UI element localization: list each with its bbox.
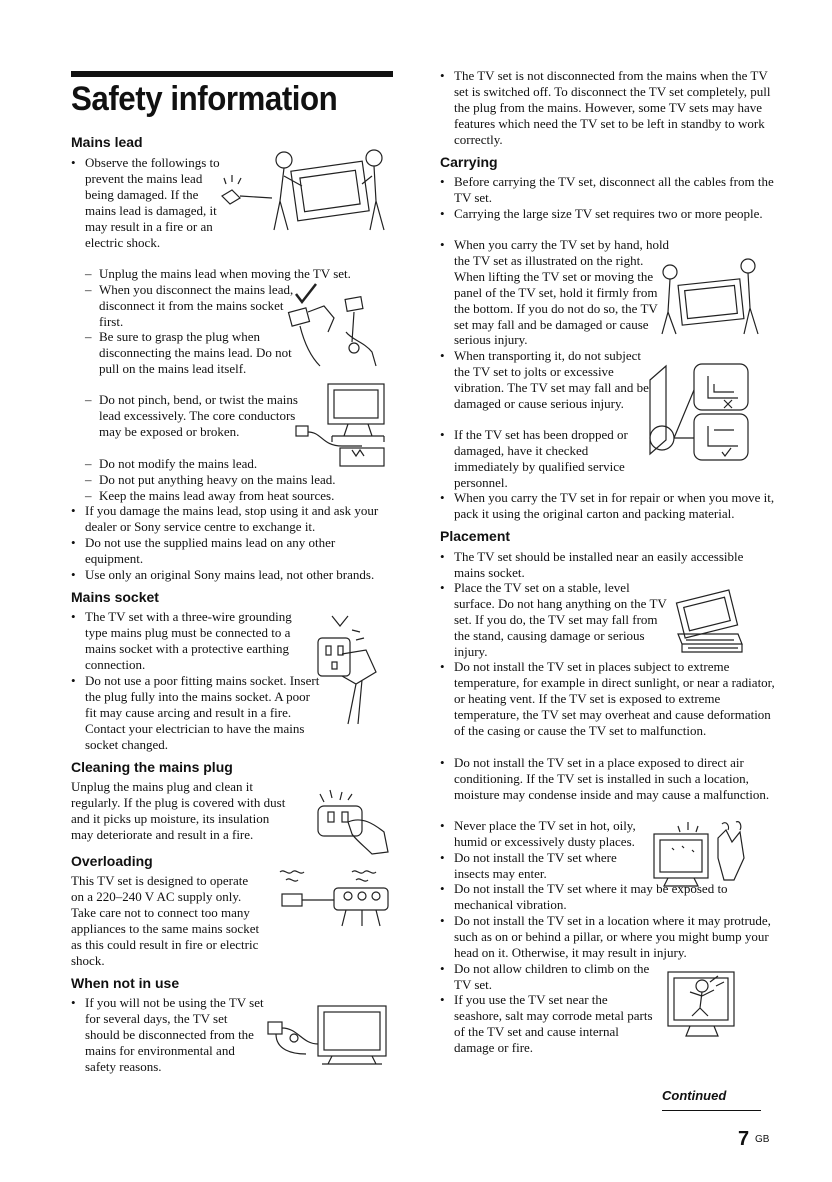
mains-lead-bullet-3: • Do not use the supplied mains lead on any other equipment. bbox=[71, 535, 365, 567]
title-rule bbox=[71, 71, 393, 77]
tv-on-stable-stand-illustration bbox=[668, 584, 748, 660]
placement-bullet-7: • Do not install the TV set where it may be exposed to mechanical vibration. bbox=[440, 881, 776, 913]
placement-bullet-6: • Do not install the TV set where insects may enter. bbox=[440, 850, 654, 882]
when-not-in-use-heading: When not in use bbox=[71, 975, 180, 991]
carrying-bullet-2: • Carrying the large size TV set requires two or more people. bbox=[440, 206, 764, 222]
overloading-text: This TV set is designed to operate on a 220–240 V AC supply only. Take care not to connect too many appliances to the same mains socket as this could result in fire or electric shock. bbox=[71, 873, 260, 968]
mains-lead-dash-4: – Do not pinch, bend, or twist the mains lead excessively. The core conductors may be exposed or broken. bbox=[71, 392, 305, 440]
standby-bullet: • The TV set is not disconnected from the mains when the TV set is switched off. To disconnect the TV set completely, pull the plug from the mains. However, some TV sets may have features which need the TV set to be left in standby to work correctly. bbox=[440, 68, 776, 148]
page-title: Safety information bbox=[71, 80, 338, 118]
carrying-bullet-1: • Before carrying the TV set, disconnect all the cables from the TV set. bbox=[440, 174, 776, 206]
continued-rule bbox=[662, 1110, 761, 1111]
transport-tv-correct-incorrect-illustration bbox=[642, 360, 752, 464]
cleaning-text: Unplug the mains plug and clean it regularly. If the plug is covered with dust and it picks up moisture, its insulation may deteriorate and result in a fire. bbox=[71, 779, 286, 842]
page-number-suffix: GB bbox=[755, 1134, 770, 1145]
tv-with-pinched-cord-illustration bbox=[292, 380, 392, 470]
tv-unplugged-illustration bbox=[262, 1000, 392, 1070]
page-number: 7 bbox=[738, 1128, 750, 1150]
child-climbing-tv-illustration bbox=[662, 968, 742, 1042]
placement-bullet-1: • The TV set should be installed near an easily accessible mains socket. bbox=[440, 549, 776, 581]
two-people-carrying-tv-illustration bbox=[212, 146, 392, 232]
placement-bullet-8: • Do not install the TV set in a location where it may protrude, such as on or behind a pillar, or where you might bump your head on it. Otherwise, it may result in injury. bbox=[440, 913, 776, 961]
mains-lead-dash-7: – Keep the mains lead away from heat sources. bbox=[71, 488, 421, 504]
mains-socket-heading: Mains socket bbox=[71, 589, 159, 605]
mains-lead-dash-5: – Do not modify the mains lead. bbox=[71, 456, 329, 472]
mains-socket-bullet-2: • Do not use a poor fitting mains socket. Insert the plug fully into the mains socket. A poor fit may cause arcing and result in a fire. Contact your electrician to have the mains socket changed. bbox=[71, 673, 321, 753]
continued-label: Continued bbox=[662, 1088, 727, 1103]
mains-lead-dash-2: – When you disconnect the mains lead, disconnect it from the mains socket first. bbox=[71, 282, 303, 330]
cleaning-heading: Cleaning the mains plug bbox=[71, 759, 233, 775]
mains-lead-bullet-2: • If you damage the mains lead, stop using it and ask your dealer or Sony service centre to exchange it. bbox=[71, 503, 407, 535]
two-people-carrying-tv-right-illustration bbox=[656, 252, 766, 336]
mains-lead-bullet-1: • Observe the followings to prevent the mains lead being damaged. If the mains lead is damaged, it may result in a fire or an electric shock. bbox=[71, 155, 225, 250]
mains-lead-heading: Mains lead bbox=[71, 134, 143, 150]
tv-in-dusty-humid-place-illustration bbox=[648, 818, 748, 890]
mains-socket-bullet-1: • The TV set with a three-wire grounding type mains plug must be connected to a mains socket with a protective earthing connection. bbox=[71, 609, 313, 673]
placement-heading: Placement bbox=[440, 528, 511, 544]
mains-lead-dash-3: – Be sure to grasp the plug when disconnecting the mains lead. Do not pull on the mains lead itself. bbox=[71, 329, 297, 377]
placement-bullet-4: • Do not install the TV set in a place exposed to direct air conditioning. If the TV set is installed in such a location, moisture may condense inside and may cause a malfunction. bbox=[440, 755, 776, 803]
three-pin-plug-socket-illustration bbox=[312, 610, 384, 726]
carrying-heading: Carrying bbox=[440, 154, 498, 170]
carrying-bullet-5: • If the TV set has been dropped or damaged, have it checked immediately by qualified service personnel. bbox=[440, 427, 654, 491]
placement-bullet-2: • Place the TV set on a stable, level surface. Do not hang anything on the TV set. If you do, the TV set may fall from the stand, causing damage or serious injury. bbox=[440, 580, 672, 660]
placement-bullet-9: • Do not allow children to climb on the TV set. bbox=[440, 961, 664, 993]
placement-bullet-10: • If you use the TV set near the seashore, salt may corrode metal parts of the TV set and cause internal damage or fire. bbox=[440, 992, 654, 1056]
unplugging-plug-illustration bbox=[280, 282, 384, 368]
mains-lead-bullet-4: • Use only an original Sony mains lead, not other brands. bbox=[71, 567, 407, 583]
placement-bullet-3: • Do not install the TV set in places subject to extreme temperature, for example in direct sunlight, or near a radiator, or heating vent. If the TV set is exposed to extreme temperature, the TV set may overheat and cause deformation of the casing or cause the TV set to malfunction. bbox=[440, 659, 776, 739]
cleaning-plug-illustration bbox=[312, 788, 392, 856]
mains-lead-dash-1: – Unplug the mains lead when moving the TV set. bbox=[71, 266, 421, 282]
carrying-bullet-3: • When you carry the TV set by hand, hold the TV set as illustrated on the right. When lifting the TV set or moving the panel of the TV set, hold it firmly from the bottom. If you do not do so, the TV set may fall and be damaged or cause serious injury. bbox=[440, 237, 670, 348]
mains-lead-dash-6: – Do not put anything heavy on the mains lead. bbox=[71, 472, 421, 488]
carrying-bullet-4: • When transporting it, do not subject the TV set to jolts or excessive vibration. The TV set may fall and be damaged or cause serious injury. bbox=[440, 348, 654, 412]
overloading-heading: Overloading bbox=[71, 853, 153, 869]
placement-bullet-5: • Never place the TV set in hot, oily, humid or excessively dusty places. bbox=[440, 818, 664, 850]
overloaded-socket-illustration bbox=[272, 864, 392, 930]
when-not-in-use-bullet-1: • If you will not be using the TV set for several days, the TV set should be disconnected from the mains for environmental and safety reasons. bbox=[71, 995, 265, 1075]
carrying-bullet-6: • When you carry the TV set in for repair or when you move it, pack it using the original carton and packing material. bbox=[440, 490, 776, 522]
